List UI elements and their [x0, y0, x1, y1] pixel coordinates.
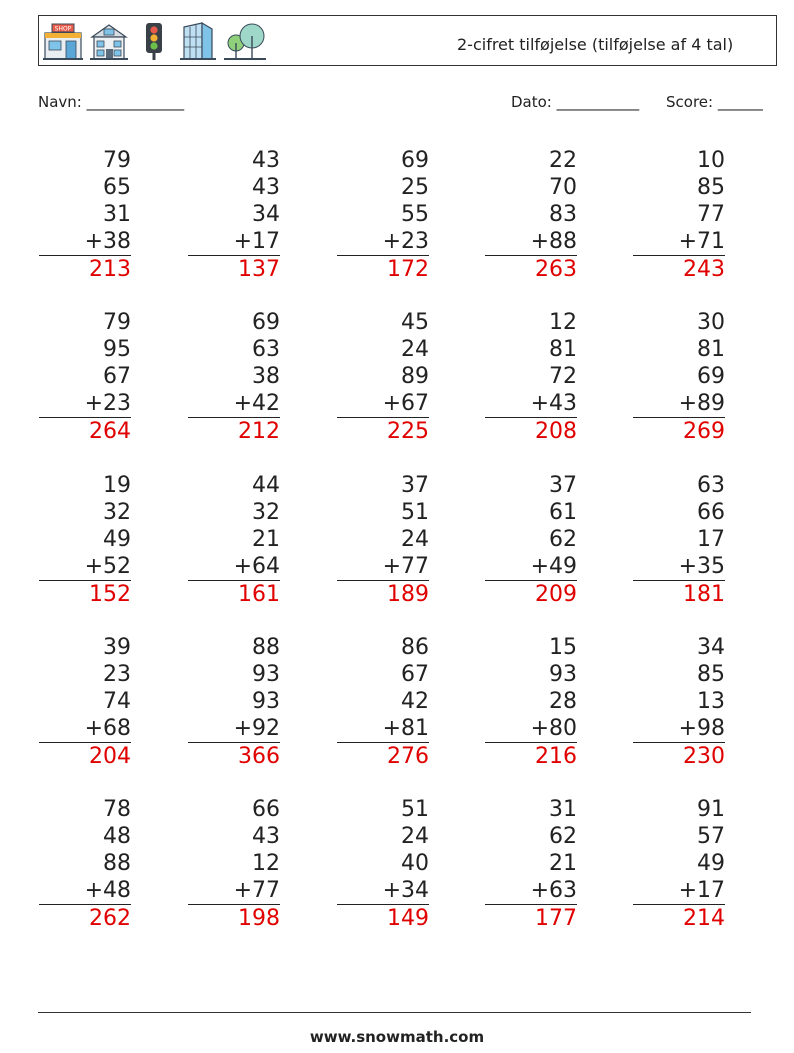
addend-1: 34	[697, 635, 725, 660]
addend-4: +89	[633, 390, 725, 418]
addend-1: 37	[549, 473, 577, 498]
addend-1: 30	[697, 310, 725, 335]
addend-3: 40	[401, 851, 429, 876]
addend-2: 61	[549, 500, 577, 525]
addend-4: +80	[485, 715, 577, 743]
addend-1: 66	[252, 797, 280, 822]
footer-site: www.snowmath.com	[309, 1028, 485, 1046]
addend-4: +48	[39, 877, 131, 905]
addition-problem	[633, 796, 725, 932]
addend-3: 21	[549, 851, 577, 876]
addend-2: 81	[697, 337, 725, 362]
addend-3: 83	[549, 202, 577, 227]
addend-2: 51	[401, 500, 429, 525]
addition-problem	[188, 309, 280, 445]
answer: 208	[535, 419, 577, 444]
answer: 204	[89, 744, 131, 769]
addend-3: 69	[697, 364, 725, 389]
addend-3: 72	[549, 364, 577, 389]
addend-2: 48	[103, 824, 131, 849]
addend-4: +52	[39, 553, 131, 581]
trees-icon	[222, 21, 268, 61]
addition-problem	[485, 472, 577, 608]
addend-4: +42	[188, 390, 280, 418]
addend-1: 37	[401, 473, 429, 498]
addend-2: 85	[697, 175, 725, 200]
answer: 152	[89, 582, 131, 607]
addend-1: 43	[252, 148, 280, 173]
addend-2: 24	[401, 824, 429, 849]
addend-4: +88	[485, 228, 577, 256]
addend-3: 55	[401, 202, 429, 227]
addend-1: 45	[401, 310, 429, 335]
addend-2: 23	[103, 662, 131, 687]
addend-3: 31	[103, 202, 131, 227]
addition-problem	[485, 634, 577, 770]
addend-3: 93	[252, 689, 280, 714]
addend-2: 67	[401, 662, 429, 687]
answer: 225	[387, 419, 429, 444]
addend-4: +67	[337, 390, 429, 418]
page-title: 2-cifret tilføjelse (tilføjelse af 4 tal)	[457, 35, 734, 54]
addition-problem	[39, 796, 131, 932]
addition-problem	[337, 796, 429, 932]
addend-3: 24	[401, 527, 429, 552]
addend-1: 31	[549, 797, 577, 822]
addend-2: 93	[549, 662, 577, 687]
addition-problem	[633, 472, 725, 608]
addend-4: +77	[337, 553, 429, 581]
addend-3: 77	[697, 202, 725, 227]
addend-4: +71	[633, 228, 725, 256]
house-icon	[88, 21, 130, 61]
addition-problem	[337, 309, 429, 445]
addition-problem	[485, 796, 577, 932]
addend-3: 49	[103, 527, 131, 552]
addend-1: 86	[401, 635, 429, 660]
addend-3: 38	[252, 364, 280, 389]
answer: 243	[683, 257, 725, 282]
traffic-light-icon	[134, 21, 174, 61]
addend-2: 95	[103, 337, 131, 362]
addend-1: 79	[103, 148, 131, 173]
addend-4: +63	[485, 877, 577, 905]
shop-sign-text: SHOP	[54, 25, 72, 33]
addend-2: 62	[549, 824, 577, 849]
addend-4: +23	[337, 228, 429, 256]
answer: 214	[683, 906, 725, 931]
addend-2: 43	[252, 175, 280, 200]
answer: 212	[238, 419, 280, 444]
addend-4: +49	[485, 553, 577, 581]
addition-problem	[337, 147, 429, 283]
addend-4: +81	[337, 715, 429, 743]
addend-3: 42	[401, 689, 429, 714]
answer: 269	[683, 419, 725, 444]
addend-4: +92	[188, 715, 280, 743]
addend-4: +68	[39, 715, 131, 743]
addend-3: 89	[401, 364, 429, 389]
addition-problem	[188, 472, 280, 608]
addition-problem	[337, 634, 429, 770]
answer: 189	[387, 582, 429, 607]
addend-1: 69	[401, 148, 429, 173]
answer: 198	[238, 906, 280, 931]
answer: 181	[683, 582, 725, 607]
name-field: Navn: _____________	[38, 93, 185, 111]
date-field: Dato: ___________	[511, 93, 640, 111]
answer: 230	[683, 744, 725, 769]
answer: 366	[238, 744, 280, 769]
addend-4: +64	[188, 553, 280, 581]
addend-1: 19	[103, 473, 131, 498]
addend-4: +38	[39, 228, 131, 256]
addition-problem	[485, 309, 577, 445]
addend-3: 28	[549, 689, 577, 714]
answer: 262	[89, 906, 131, 931]
addition-problem	[39, 634, 131, 770]
addend-3: 34	[252, 202, 280, 227]
footer-divider	[38, 1012, 751, 1013]
addend-1: 78	[103, 797, 131, 822]
addend-3: 49	[697, 851, 725, 876]
addend-4: +35	[633, 553, 725, 581]
addition-problem	[188, 796, 280, 932]
addend-3: 21	[252, 527, 280, 552]
addend-2: 57	[697, 824, 725, 849]
addend-1: 10	[697, 148, 725, 173]
addend-1: 39	[103, 635, 131, 660]
addend-3: 74	[103, 689, 131, 714]
addend-4: +23	[39, 390, 131, 418]
answer: 264	[89, 419, 131, 444]
shop-icon	[42, 21, 84, 61]
answer: 177	[535, 906, 577, 931]
addition-problem	[39, 309, 131, 445]
addend-3: 67	[103, 364, 131, 389]
addition-problem	[485, 147, 577, 283]
addend-4: +34	[337, 877, 429, 905]
addition-problem	[39, 147, 131, 283]
addend-2: 81	[549, 337, 577, 362]
header-icons	[42, 21, 268, 61]
addition-problem	[39, 472, 131, 608]
addend-2: 24	[401, 337, 429, 362]
addition-problem	[633, 309, 725, 445]
addend-2: 32	[103, 500, 131, 525]
addend-1: 91	[697, 797, 725, 822]
addend-4: +17	[633, 877, 725, 905]
answer: 172	[387, 257, 429, 282]
answer: 263	[535, 257, 577, 282]
addend-1: 22	[549, 148, 577, 173]
addend-3: 88	[103, 851, 131, 876]
addition-problem	[633, 634, 725, 770]
addition-problem	[633, 147, 725, 283]
addition-problem	[337, 472, 429, 608]
addend-2: 70	[549, 175, 577, 200]
addend-4: +17	[188, 228, 280, 256]
answer: 276	[387, 744, 429, 769]
addend-2: 25	[401, 175, 429, 200]
answer: 161	[238, 582, 280, 607]
addend-4: +77	[188, 877, 280, 905]
answer: 209	[535, 582, 577, 607]
addend-2: 65	[103, 175, 131, 200]
addend-2: 93	[252, 662, 280, 687]
addition-problem	[188, 147, 280, 283]
answer: 216	[535, 744, 577, 769]
addend-4: +98	[633, 715, 725, 743]
addend-1: 79	[103, 310, 131, 335]
addend-1: 51	[401, 797, 429, 822]
header-box	[38, 15, 777, 66]
score-field: Score: ______	[666, 93, 763, 111]
answer: 137	[238, 257, 280, 282]
addend-3: 12	[252, 851, 280, 876]
addend-1: 69	[252, 310, 280, 335]
answer: 149	[387, 906, 429, 931]
addend-2: 85	[697, 662, 725, 687]
addend-4: +43	[485, 390, 577, 418]
answer: 213	[89, 257, 131, 282]
addend-3: 13	[697, 689, 725, 714]
addend-2: 66	[697, 500, 725, 525]
addend-3: 17	[697, 527, 725, 552]
addend-1: 44	[252, 473, 280, 498]
addend-1: 12	[549, 310, 577, 335]
addend-3: 62	[549, 527, 577, 552]
addend-1: 63	[697, 473, 725, 498]
office-building-icon	[178, 21, 218, 61]
addend-1: 15	[549, 635, 577, 660]
addition-problem	[188, 634, 280, 770]
addend-2: 32	[252, 500, 280, 525]
addend-1: 88	[252, 635, 280, 660]
addend-2: 63	[252, 337, 280, 362]
addend-2: 43	[252, 824, 280, 849]
